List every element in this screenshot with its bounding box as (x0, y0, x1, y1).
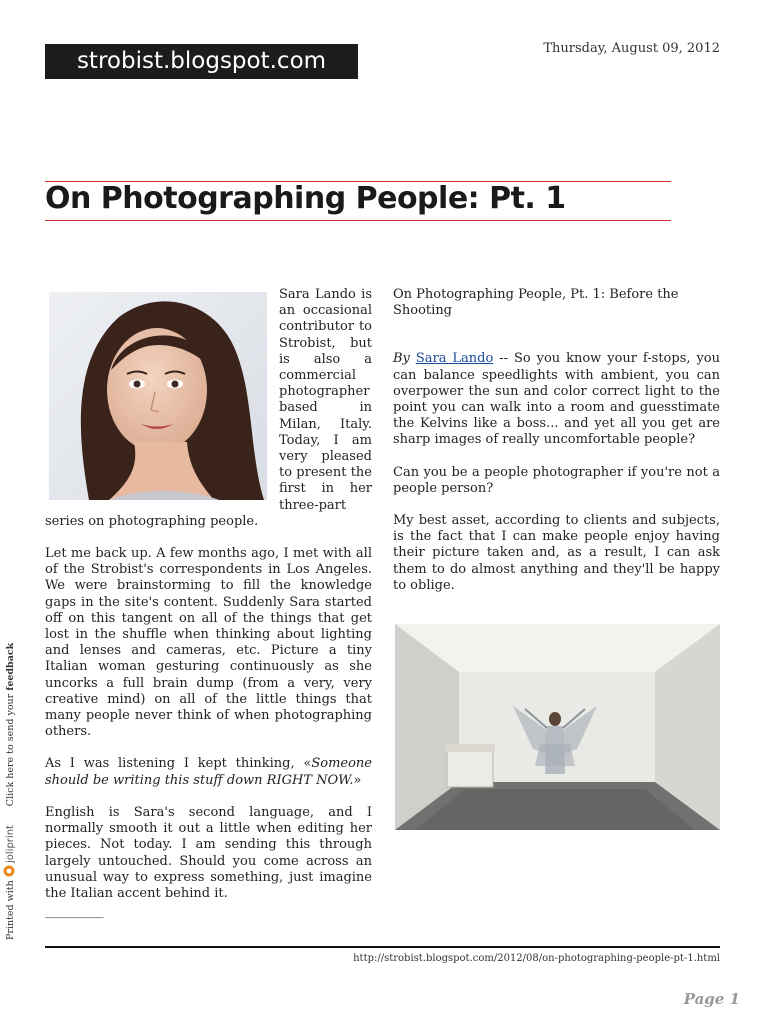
feedback-link[interactable]: feedback (5, 642, 16, 691)
post-date: Thursday, August 09, 2012 (543, 41, 720, 56)
left-column (45, 287, 372, 920)
byline-paragraph (393, 351, 720, 448)
byline-text: -- So you know your f-stops, you can balance speedlights with ambient, you can overpower the sun and color correct light to the point you can walk into a room and guesstimate the Kelvins like a boss... and yet all you get are sharp images of really uncomfortable people? (393, 351, 720, 448)
question-paragraph: Can you be a people photographer if you're not a people person? (393, 464, 720, 496)
printed-with-label: Printed with (5, 880, 16, 940)
article-title: On Photographing People: Pt. 1 (45, 181, 566, 216)
byline-by: By (393, 351, 410, 367)
source-url[interactable]: http://strobist.blogspot.com/2012/08/on-photographing-people-pt-1.html (353, 953, 720, 964)
backstory-paragraph: Let me back up. A few months ago, I met with all of the Strobist's correspondents in Los Angeles. We were brainstorming to fill the knowledge gaps in the site's content. Suddenly Sara started off on this tangent on all of the things that get lost in the shuffle when thinking about lighting and lenses and cameras, etc. Picture a tiny Italian woman gesturing continuously as she uncorks a full brain dump (from a very, very creative mind) on all of the little things that many people never think of when photographing others. (45, 546, 372, 740)
listening-text-start: As I was listening I kept thinking, « (45, 756, 312, 772)
listening-paragraph (45, 756, 372, 788)
side-credit-strip (2, 620, 19, 940)
listening-text-end: » (353, 772, 362, 788)
best-asset-paragraph: My best asset, according to clients and subjects, is the fact that I can make people enjoy having their picture taken and, as a result, I can ask them to do almost anything and they'll be happy to oblige. (393, 513, 720, 593)
joliprint-logo-icon[interactable] (2, 819, 19, 877)
separator-line: _________ (45, 904, 104, 920)
post-subtitle: On Photographing People, Pt. 1: Before the Shooting (393, 287, 679, 319)
author-portrait-image (49, 292, 267, 500)
site-name-badge[interactable]: strobist.blogspot.com (45, 44, 358, 79)
right-column (393, 287, 720, 610)
intro-paragraph: Sara Lando is an occasional contributor to Strobist, but is also a commercial photographer based in Milan, Italy. Today, I am very pleased to present the first in her three-part series on photographing people. (45, 287, 372, 529)
author-link[interactable]: Sara Lando (415, 351, 494, 367)
click-here-label[interactable]: Click here to send your (5, 693, 16, 807)
title-bottom-rule (45, 220, 671, 221)
page-number: Page 1 (683, 990, 740, 1008)
footer-rule (45, 946, 720, 948)
joliprint-brand: joliprint (5, 825, 16, 864)
english-paragraph: English is Sara's second language, and I normally smooth it out a little when editing her pieces. Not today. I am sending this through largely untouched. Should you come across an unusual way to express something, just imagine the Italian accent behind it. (45, 804, 372, 901)
listening-quote: Someone should be writing this stuff down RIGHT NOW. (45, 756, 372, 788)
room-photo-image (395, 624, 720, 830)
